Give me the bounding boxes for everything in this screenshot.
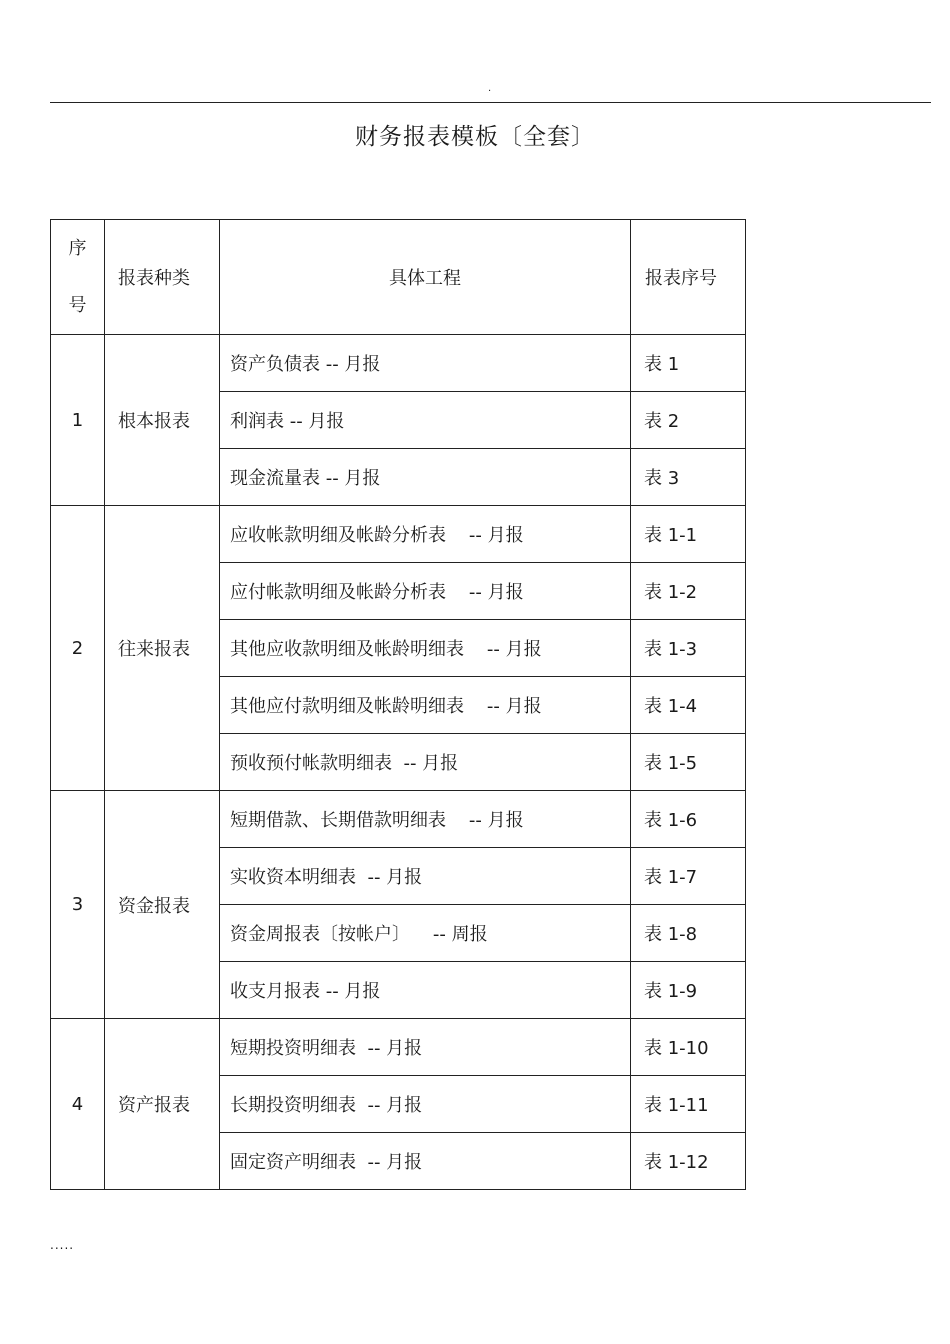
- group-type-cell: 资金报表: [105, 791, 220, 1019]
- footer-marker: .....: [50, 1238, 75, 1252]
- report-code-cell: 表 3: [631, 449, 746, 506]
- report-code-cell: 表 1-2: [631, 563, 746, 620]
- column-header-seq-line2: 号: [68, 295, 87, 316]
- header-rule: [50, 102, 931, 103]
- table-row: [51, 335, 746, 392]
- report-code-cell: 表 1-9: [631, 962, 746, 1019]
- report-code-cell: 表 1-12: [631, 1133, 746, 1190]
- table-header-row: [51, 220, 746, 335]
- report-item-cell: 短期投资明细表 -- 月报: [220, 1019, 631, 1076]
- column-header-code: 报表序号: [631, 220, 746, 335]
- report-item-cell: 应付帐款明细及帐龄分析表 -- 月报: [220, 563, 631, 620]
- group-type-cell: 往来报表: [105, 506, 220, 791]
- report-item-cell: 应收帐款明细及帐龄分析表 -- 月报: [220, 506, 631, 563]
- report-code-cell: 表 1-7: [631, 848, 746, 905]
- report-item-cell: 资产负债表 -- 月报: [220, 335, 631, 392]
- report-item-cell: 短期借款、长期借款明细表 -- 月报: [220, 791, 631, 848]
- table-row: [51, 791, 746, 848]
- report-item-cell: 收支月报表 -- 月报: [220, 962, 631, 1019]
- group-type-cell: 资产报表: [105, 1019, 220, 1190]
- report-code-cell: 表 1: [631, 335, 746, 392]
- report-item-cell: 其他应付款明细及帐龄明细表 -- 月报: [220, 677, 631, 734]
- column-header-seq: [51, 220, 105, 335]
- group-seq-cell: 3: [51, 791, 105, 1019]
- report-code-cell: 表 1-4: [631, 677, 746, 734]
- table-row: [51, 506, 746, 563]
- table-body: [51, 335, 746, 1190]
- group-seq-cell: 1: [51, 335, 105, 506]
- report-code-cell: 表 1-8: [631, 905, 746, 962]
- report-item-cell: 长期投资明细表 -- 月报: [220, 1076, 631, 1133]
- group-seq-cell: 2: [51, 506, 105, 791]
- report-code-cell: 表 1-1: [631, 506, 746, 563]
- report-code-cell: 表 1-10: [631, 1019, 746, 1076]
- column-header-type: 报表种类: [105, 220, 220, 335]
- group-seq-cell: 4: [51, 1019, 105, 1190]
- column-header-seq-line1: 序: [68, 238, 87, 259]
- table-row: [51, 1019, 746, 1076]
- report-code-cell: 表 2: [631, 392, 746, 449]
- report-item-cell: 固定资产明细表 -- 月报: [220, 1133, 631, 1190]
- page-title: 财务报表模板〔全套〕: [355, 124, 595, 150]
- report-code-cell: 表 1-5: [631, 734, 746, 791]
- report-item-cell: 实收资本明细表 -- 月报: [220, 848, 631, 905]
- report-item-cell: 现金流量表 -- 月报: [220, 449, 631, 506]
- report-item-cell: 利润表 -- 月报: [220, 392, 631, 449]
- report-code-cell: 表 1-3: [631, 620, 746, 677]
- report-code-cell: 表 1-11: [631, 1076, 746, 1133]
- column-header-item: 具体工程: [220, 220, 631, 335]
- report-table: [50, 219, 746, 1190]
- group-type-cell: 根本报表: [105, 335, 220, 506]
- report-item-cell: 其他应收款明细及帐龄明细表 -- 月报: [220, 620, 631, 677]
- report-item-cell: 预收预付帐款明细表 -- 月报: [220, 734, 631, 791]
- report-code-cell: 表 1-6: [631, 791, 746, 848]
- report-item-cell: 资金周报表〔按帐户〕 -- 周报: [220, 905, 631, 962]
- header-marker: .: [488, 83, 492, 94]
